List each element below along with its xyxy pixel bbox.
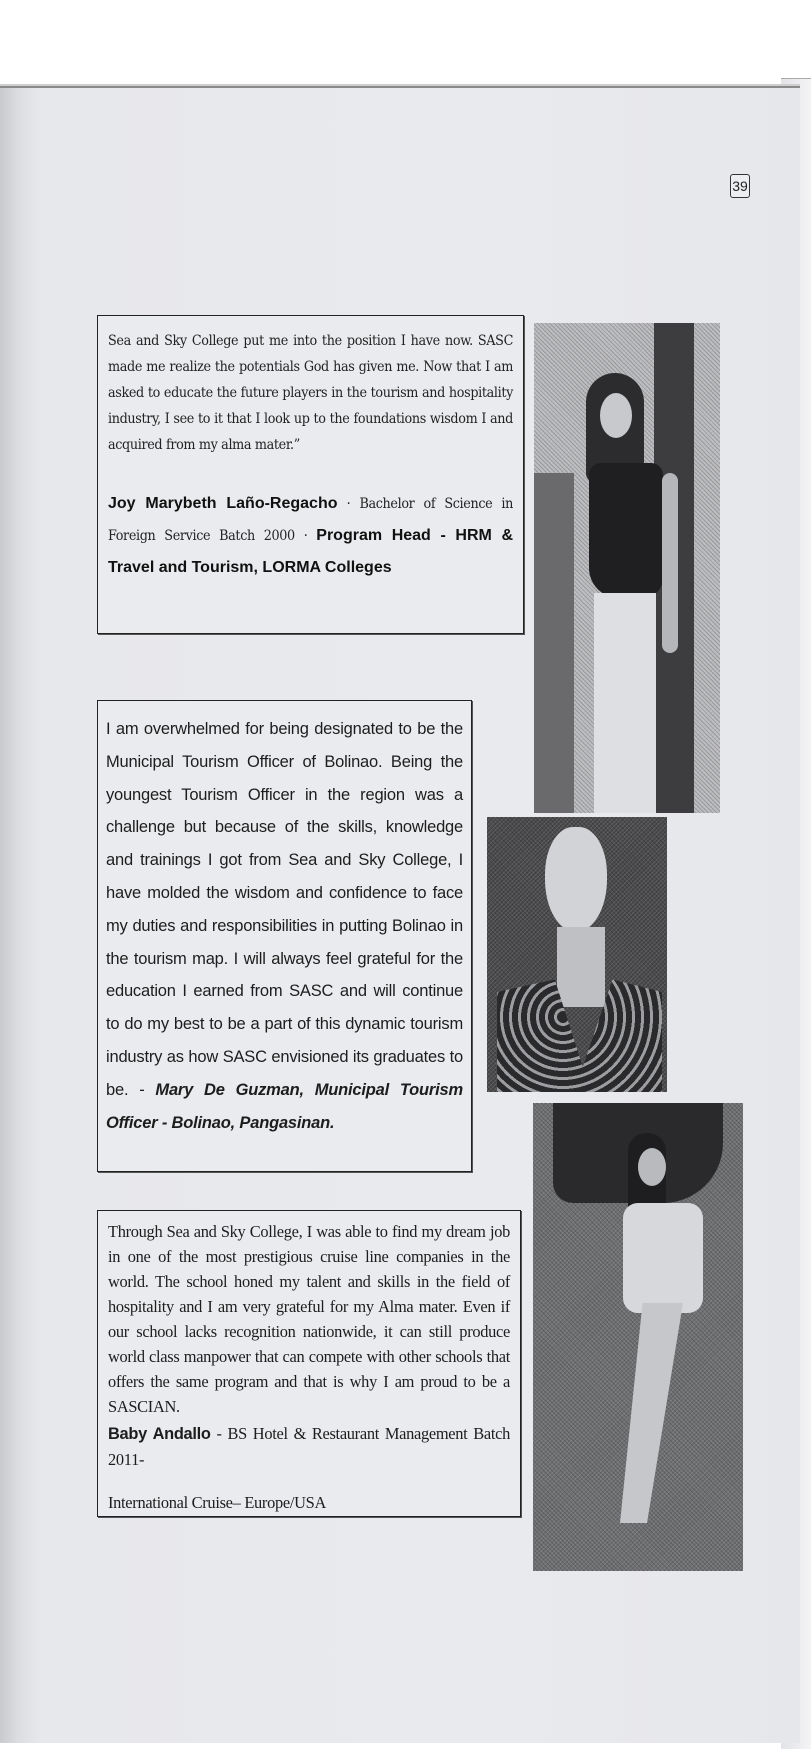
alumnus-degree: Bachelor of Science in Foreign Service Batch 2000: [108, 496, 514, 544]
quote-text: I am overwhelmed for being designated to be the Municipal Tourism Officer of Bolinao. Being the youngest Tourism Officer in the region was a challenge but because of the skills, knowledge and trainings I got from Sea and Sky College, I have molded the wisdom and confidence to face my duties and responsibilities in putting Bolinao in the tourism map. I will always feel grateful for the education I earned from SASC and will continue to do my best to be a part of this dynamic tourism industry as how SASC envisioned its graduates to be.: [106, 720, 463, 1099]
photo-person-face: [638, 1148, 666, 1186]
photo-person-neck: [557, 927, 605, 1007]
photo-person-arm: [662, 473, 678, 653]
alumnus-attribution: Mary De Guzman, Municipal Tourism Officer - Bolinao, Pangasinan.: [106, 1080, 463, 1132]
alumnus-destination: International Cruise– Europe/USA: [108, 1493, 326, 1512]
alumnus-position: Program Head - HRM & Travel and Tourism, LORMA Colleges: [108, 527, 513, 576]
separator: ·: [294, 528, 317, 544]
testimonial-quote: Through Sea and Sky College, I was able to find my dream job in one of the most prestigious cruise line companies in the world. The school honed my talent and skills in the field of hospitality and I am very grateful for my Alma mater. Even if our school lacks recognition nationwide, it can still produce world class manpower that can compete with other schools that offers the same program and that is why I am proud to be a SASCIAN.: [108, 1222, 510, 1416]
photo-person-face: [600, 393, 632, 438]
alumnus-degree: - BS Hotel & Restaurant Management Batch 2011-: [108, 1424, 510, 1469]
testimonial-quote: [106, 713, 463, 1139]
separator: ·: [337, 496, 360, 512]
page-number: 39: [730, 174, 750, 198]
alumnus-name: Baby Andallo: [108, 1425, 211, 1443]
photo-person-pants: [594, 593, 656, 813]
photo-person-face: [545, 827, 607, 932]
alumnus-photo-1: [534, 323, 720, 813]
alumnus-photo-3: [533, 1103, 743, 1571]
photo-person-top: [589, 463, 663, 598]
photo-person-dress: [623, 1203, 703, 1313]
testimonial-attribution: [108, 1421, 510, 1472]
testimonial-quote: Sea and Sky College put me into the position I have now. SASC made me realize the potentials God has given me. Now that I am asked to educate the future players in the tourism and hospitality industry, I see to it that I look up to the foundations wisdom I and acquired from my alma mater.”: [108, 333, 513, 453]
testimonial-box-2: [97, 700, 472, 1172]
alumnus-photo-2: [487, 817, 667, 1092]
alumnus-name: Joy Marybeth Laño-Regacho: [108, 495, 338, 512]
photo-person-legs: [593, 1303, 683, 1523]
testimonial-box-3: [97, 1210, 521, 1517]
photo-background-door: [534, 473, 574, 813]
testimonial-box-1: [97, 315, 524, 634]
testimonial-attribution: [108, 488, 513, 584]
separator: -: [128, 1080, 156, 1099]
